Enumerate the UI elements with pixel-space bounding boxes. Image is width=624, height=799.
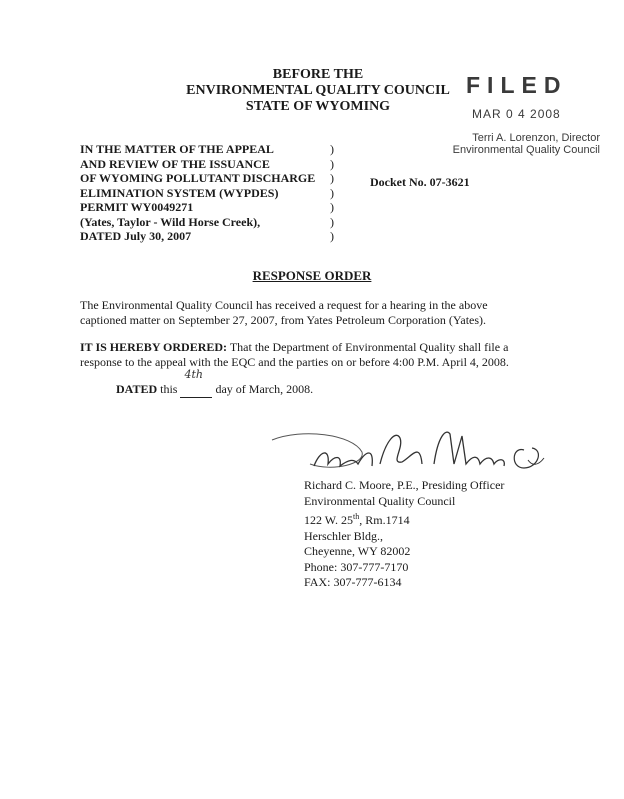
- signer-organization: Environmental Quality Council: [304, 493, 456, 508]
- dated-line: [116, 368, 314, 398]
- header-line-1: BEFORE THE: [272, 67, 364, 82]
- case-caption: [80, 142, 315, 244]
- caption-paren: ): [330, 214, 334, 229]
- order-paragraph-1: The Environmental Quality Council has received a request for a hearing in the above captioned matter on September 27, 2007, from Yates Petroleum Corporation (Yates).: [80, 298, 488, 327]
- caption-paren: ): [330, 156, 334, 171]
- dated-rest: day of March, 2008.: [212, 382, 314, 396]
- caption-line: ELIMINATION SYSTEM (WYPDES): [80, 185, 279, 200]
- signer-address: [304, 509, 504, 529]
- caption-line: PERMIT WY0049271: [80, 200, 194, 214]
- signature-block: [304, 478, 504, 591]
- caption-line: OF WYOMING POLLUTANT DISCHARGE: [80, 171, 316, 185]
- signer-phone: Phone: 307-777-7170: [304, 559, 409, 574]
- signer-fax: FAX: 307-777-6134: [304, 575, 402, 589]
- caption-paren: ): [330, 200, 334, 214]
- order-paragraph-2: [80, 340, 520, 370]
- filed-stamp-name: Terri A. Lorenzon, Director: [472, 132, 600, 144]
- caption-paren: ): [330, 185, 334, 200]
- order-title: RESPONSE ORDER: [252, 268, 372, 283]
- dated-day-blank: [180, 368, 212, 398]
- header-line-3: STATE OF WYOMING: [245, 99, 391, 114]
- filed-stamp: FILED: [466, 72, 568, 98]
- signer-city: Cheyenne, WY 82002: [304, 544, 411, 558]
- caption-parentheses: [330, 142, 334, 244]
- dated-day-handwritten: 4th: [184, 368, 203, 381]
- address-street: 122 W. 25: [304, 513, 354, 527]
- filed-stamp-office: Environmental Quality Council: [452, 144, 600, 156]
- court-header: [150, 67, 486, 115]
- caption-paren: ): [330, 171, 334, 185]
- caption-line: (Yates, Taylor - Wild Horse Creek),: [80, 214, 261, 229]
- caption-paren: ): [330, 142, 334, 156]
- ordered-text: That the Department of Environmental Quality shall file a response to the appeal with the EQC and the parties on or before 4:00 P.M. April 4, 2008.: [80, 340, 509, 369]
- caption-line: IN THE MATTER OF THE APPEAL: [80, 142, 274, 156]
- address-room: , Rm.1714: [359, 513, 410, 527]
- caption-line: AND REVIEW OF THE ISSUANCE: [80, 156, 270, 171]
- filed-stamp-date: MAR 0 4 2008: [472, 107, 561, 121]
- signer-name: Richard C. Moore, P.E., Presiding Officer: [304, 478, 505, 492]
- dated-this: this: [157, 382, 181, 396]
- handwritten-signature: [262, 420, 562, 484]
- signer-building: Herschler Bldg.,: [304, 528, 383, 543]
- dated-label: DATED: [116, 382, 158, 396]
- docket-number: Docket No. 07-3621: [370, 175, 470, 189]
- header-line-2: ENVIRONMENTAL QUALITY COUNCIL: [186, 83, 450, 98]
- ordered-label: IT IS HEREBY ORDERED:: [80, 340, 228, 354]
- caption-paren: ): [330, 229, 334, 243]
- caption-line: DATED July 30, 2007: [80, 229, 192, 243]
- address-suffix: th: [353, 512, 360, 521]
